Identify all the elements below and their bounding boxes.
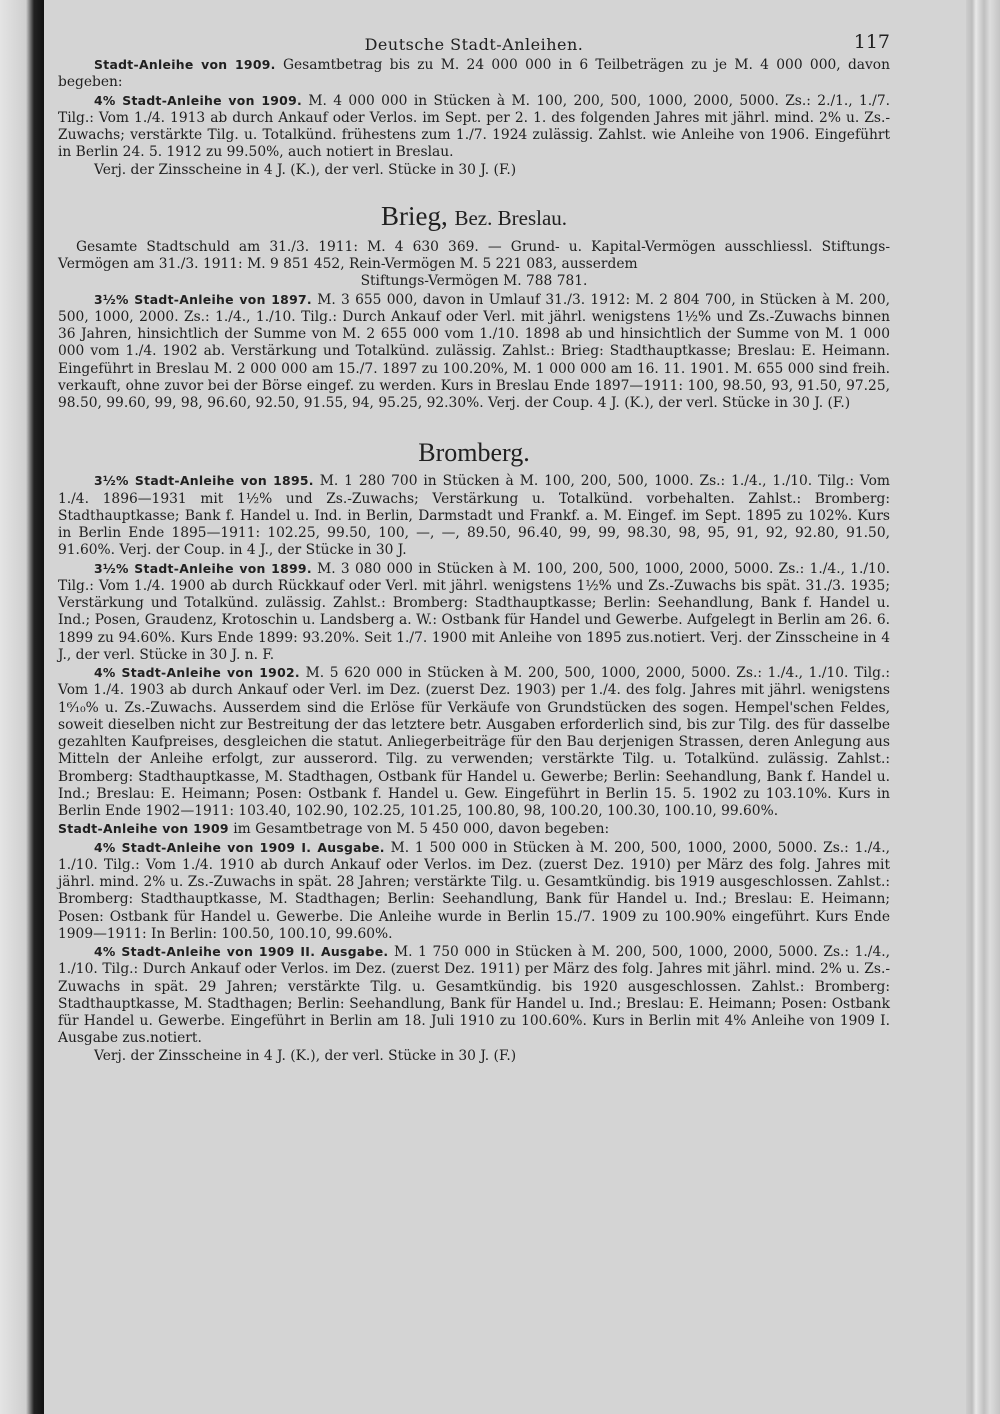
entry-heading: 3½% Stadt-Anleihe von 1895. <box>94 473 314 489</box>
entry-bromberg-anleihe-1909-1 <box>58 839 890 944</box>
entry-stadt-anleihe-1909 <box>58 56 890 92</box>
section-heading-bromberg: Bromberg. <box>418 438 530 468</box>
entry-text: M. 5 620 000 in Stücken à M. 200, 500, 1000, 2000, 5000. Zs.: 1./4., 1./10. Tilg.: Vom 1./4. 1903 ab durch Ankauf oder Verl. im Dez. (zuerst Dez. 1903) per 1./4. des folg. Jahres mit jährl. wenigstens 1⁶⁄₁₀% u. Zs.-Zuwachs. Ausserdem sind die Erlöse für Verkäufe von Grundstücken des sogen. Hempel'schen Feldes, soweit dieselben nicht zur Bestreitung der das letztere betr. Ausgaben erforderlich sind, bis zur Tilg. des für dasselbe gezahlten Kaufpreises, desgleichen die statut. Anliegerbeiträge für den Bau derjenigen Strassen, deren Anlegung aus Mitteln der Anleihe erfolgt, zur ausserord. Tilg. zu verwenden; verstärkte Tilg. u. Totalkünd. zulässig. Zahlst.: Bromberg: Stadthauptkasse, M. Stadthagen, Ostbank für Handel u. Gewerbe; Berlin: Seehandlung, Bank f. Handel u. Ind.; Breslau: E. Heimann; Posen: Ostbank f. Handel u. Gew. Eingeführt in Berlin 15. 5. 1902 zu 103.10%. Kurs in Berlin Ende 1902—1911: 103.40, 102.90, 102.25, 101.25, 100.80, 98, 100.20, 100.30, 100.10, 99.60%. <box>58 665 890 819</box>
entry-bromberg-anleihe-1895 <box>58 472 890 559</box>
entry-text: M. 3 655 000, davon in Umlauf 31./3. 1912: M. 2 804 700, in Stücken à M. 200, 500, 1000, 2000. Zs.: 1./4., 1./10. Tilg.: Durch Ankauf oder Verl. mit jährl. wenigstens 1½% und Zs.-Zuwachs binnen 36 Jahren, hinsichtlich der Summe von M. 2 655 000 vom 1./10. 1898 ab und hinsichtlich der Summe von M. 1 000 000 vom 1./4. 1902 ab. Verstärkung und Totalkünd. zulässig. Zahlst.: Brieg: Stadthauptkasse; Breslau: E. Heimann. Eingeführt in Breslau M. 2 000 000 am 15./7. 1897 zu 100.20%, M. 1 000 000 am 16. 11. 1901. M. 655 000 sind freih. verkauft, ohne zuvor bei der Börse eingef. zu werden. Kurs in Breslau Ende 1897—1911: 100, 98.50, 93, 91.50, 97.25, 98.50, 99.60, 99, 98, 96.60, 92.50, 91.55, 94, 95.25, 92.30%. Verj. der Coup. 4 J. (K.), der verl. Stücke in 30 J. (F.) <box>58 291 891 411</box>
entry-heading: 4% Stadt-Anleihe von 1909. <box>94 92 303 108</box>
entry-bromberg-anleihe-1902 <box>58 664 890 820</box>
entry-heading: 4% Stadt-Anleihe von 1902. <box>94 665 300 680</box>
entry-bromberg-anleihe-1909-total <box>58 820 890 838</box>
document-page <box>58 30 890 1065</box>
entry-heading: 4% Stadt-Anleihe von 1909 II. Ausgabe. <box>94 944 389 959</box>
entry-text: M. 1 500 000 in Stücken à M. 200, 500, 1000, 2000, 5000. Zs.: 1./4., 1./10. Tilg.: Vom 1./4. 1910 ab durch Ankauf oder Verlos. im Dez. (zuerst Dez. 1910) per März des folg. Jahres mit jährl. mind. 2% u. Zs.-Zuwachs in spät. 28 Jahren; verstärkte Tilg. u. Gesamtkündig. bis 1919 ausgeschlossen. Zahlst.: Bromberg: Stadthauptkasse, M. Stadthagen; Berlin: Seehandlung, Bank für Handel u. Ind.; Breslau: E. Heimann; Posen: Ostbank für Handel u. Gewerbe. Die Anleihe wurde in Berlin 15./7. 1909 zu 100.90% eingeführt. Kurs Ende 1909—1911: In Berlin: 100.50, 100.10, 99.60%. <box>58 839 891 942</box>
scan-page-edge <box>966 0 1000 1414</box>
entry-heading: Stadt-Anleihe von 1909 <box>58 821 229 837</box>
entry-heading: 3½% Stadt-Anleihe von 1897. <box>94 291 312 307</box>
section-heading-brieg <box>58 201 890 233</box>
entry-heading: 4% Stadt-Anleihe von 1909 I. Ausgabe. <box>94 839 385 855</box>
entry-bromberg-anleihe-1909-2 <box>58 943 890 1048</box>
district-name: Bez. Breslau. <box>454 205 568 230</box>
entry-bromberg-anleihe-1899 <box>58 560 890 665</box>
entry-4pct-stadt-anleihe-1909 <box>58 92 890 162</box>
city-name: Brieg, <box>380 200 448 231</box>
entry-text: M. 1 750 000 in Stücken à M. 200, 500, 1000, 2000, 5000. Zs.: 1./4., 1./10. Tilg.: Durch Ankauf oder Verlos. im Dez. (zuerst Dez. 1911) per März des folg. Jahres mit jährl. mind. 2% u. Zs.-Zuwachs in spät. 29 Jahren; verstärkte Tilg. u. Gesamtkündig. bis 1920 ausgeschlossen. Zahlst.: Bromberg: Stadthauptkasse, M. Stadthagen; Berlin: Seehandlung, Bank für Handel u. Ind.; Breslau: E. Heimann; Posen: Ostbank für Handel u. Gewerbe. Eingeführt in Berlin am 18. Juli 1910 zu 100.60%. Kurs in Berlin mit 4% Anleihe von 1909 I. Ausgabe zus.notiert. <box>58 944 890 1047</box>
entry-text: M. 3 080 000 in Stücken à M. 100, 200, 500, 1000, 2000, 5000. Zs.: 1./4., 1./10. Tilg.: Vom 1./4. 1900 ab durch Rückkauf oder Verl. mit jährl. wenigstens 1½% und Zs.-Zuwachs bis spät. 31./3. 1935; Verstärkung und Totalkünd. zulässig. Zahlst.: Bromberg: Stadthauptkasse; Berlin: Seehandlung, Bank f. Handel u. Ind.; Posen, Graudenz, Krotoschin u. Landsberg a. W.: Ostbank für Handel und Gewerbe. Aufgelegt in Berlin am 26. 6. 1899 zu 94.60%. Kurs Ende 1899: 93.20%. Seit 1./7. 1900 mit Anleihe von 1895 zus.notiert. Verj. der Zinsscheine in 4 J., der verl. Stücke in 30 J. n. F. <box>58 560 890 663</box>
running-title: Deutsche Stadt-Anleihen. <box>364 35 584 54</box>
page-number: 117 <box>853 31 890 53</box>
entry-heading: 3½% Stadt-Anleihe von 1899. <box>94 560 312 576</box>
running-header <box>58 30 890 54</box>
brieg-city-debt-summary: Gesamte Stadtschuld am 31./3. 1911: M. 4 630 369. — Grund- u. Kapital-Vermögen ausschliessl. Stiftungs-Vermögen am 31./3. 1911: M. 9 851 452, Rein-Vermögen M. 5 221 083, ausserdem <box>58 238 890 272</box>
verjaehrung-note: Verj. der Zinsscheine in 4 J. (K.), der verl. Stücke in 30 J. (F.) <box>94 161 517 178</box>
entry-brieg-anleihe-1897 <box>58 291 890 413</box>
brieg-foundation-assets: Stiftungs-Vermögen M. 788 781. <box>360 273 588 290</box>
entry-text: M. 4 000 000 in Stücken à M. 100, 200, 500, 1000, 2000, 5000. Zs.: 2./1., 1./7. Tilg.: Vom 1./4. 1913 ab durch Ankauf oder Verlos. im Sept. per 2. 1. des folgenden Jahres mit jährl. mind. 2% u. Zs.-Zuwachs; verstärkte Tilg. u. Totalkünd. frühestens zum 1./7. 1924 zulässig. Zahlst. wie Anleihe von 1906. Eingeführt in Berlin 24. 5. 1912 zu 99.50%, auch notiert in Breslau. <box>58 92 890 161</box>
entry-heading: Stadt-Anleihe von 1909. <box>94 57 276 72</box>
entry-text: im Gesamtbetrage von M. 5 450 000, davon begeben: <box>228 821 610 838</box>
entry-text: Gesamtbetrag bis zu M. 24 000 000 in 6 Teilbeträgen zu je M. 4 000 000, davon begeben: <box>58 57 890 91</box>
verjaehrung-note-final: Verj. der Zinsscheine in 4 J. (K.), der verl. Stücke in 30 J. (F.) <box>94 1047 517 1064</box>
entry-text: M. 1 280 700 in Stücken à M. 100, 200, 500, 1000. Zs.: 1./4., 1./10. Tilg.: Vom 1./4. 1896—1931 mit 1½% und Zs.-Zuwachs; Verstärkung u. Totalkünd. vorbehalten. Zahlst.: Bromberg: Stadthauptkasse; Bank f. Handel u. Ind. in Berlin, Darmstadt und Frankf. a. M. Eingef. im Sept. 1895 zu 102%. Kurs in Berlin Ende 1895—1911: 102.25, 99.50, 100, —, —, 89.50, 96.40, 99, 99, 98.30, 98, 95, 91, 92, 92.80, 91.50, 91.60%. Verj. der Coup. in 4 J., der Stücke in 30 J. <box>58 473 890 559</box>
scan-binding-shadow <box>0 0 44 1414</box>
